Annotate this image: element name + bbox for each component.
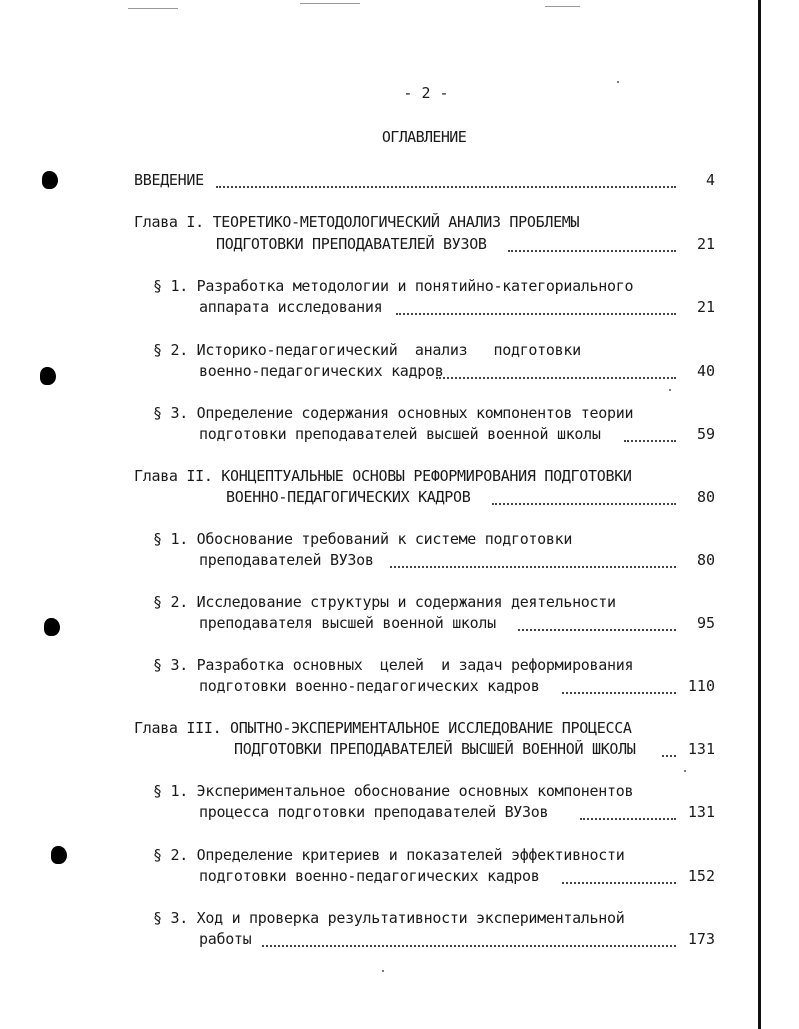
toc-entry-title: ВВЕДЕНИЕ: [134, 171, 204, 189]
toc-entry-title-cont: ПОДГОТОВКИ ПРЕПОДАВАТЕЛЕЙ ВУЗОВ: [216, 235, 487, 253]
toc-entry-title: § 2. Определение критериев и показателей эффективности: [153, 846, 625, 864]
toc-entry-title-cont: преподавателей ВУЗов: [199, 551, 374, 569]
dot-leader: [562, 690, 676, 694]
dot-leader: [436, 375, 676, 379]
dot-leader: [396, 311, 676, 315]
toc-title: ОГЛАВЛЕНИЕ: [381, 128, 467, 146]
toc-entry-page: 131: [687, 740, 715, 758]
scan-speck: [617, 81, 619, 83]
toc-entry-page: 131: [687, 803, 715, 821]
toc-entry-page: 110: [687, 677, 715, 695]
dot-leader: [262, 943, 676, 947]
toc-entry-page: 40: [696, 362, 715, 380]
scan-speck: [382, 970, 384, 972]
toc-entry-title: Глава I. ТЕОРЕТИКО-МЕТОДОЛОГИЧЕСКИЙ АНАЛИЗ ПРОБЛЕМЫ: [134, 213, 580, 231]
toc-entry-title: Глава III. ОПЫТНО-ЭКСПЕРИМЕНТАЛЬНОЕ ИССЛЕДОВАНИЕ ПРОЦЕССА: [134, 719, 632, 737]
binder-hole-mark: [44, 618, 60, 636]
toc-entry-title-cont: подготовки преподавателей высшей военной школы: [199, 425, 601, 443]
toc-entry-page: 80: [696, 488, 715, 506]
toc-entry-title: § 2. Исследование структуры и содержания деятельности: [153, 593, 616, 611]
dot-leader: [518, 627, 676, 631]
toc-entry-title-cont: подготовки военно-педагогических кадров: [199, 867, 540, 885]
toc-entry-page: 80: [696, 551, 715, 569]
scan-speck: [669, 389, 671, 391]
dot-leader: [624, 438, 676, 442]
toc-entry-page: 21: [696, 298, 715, 316]
toc-entry-title-cont: процесса подготовки преподавателей ВУЗов: [199, 803, 549, 821]
dot-leader: [492, 501, 676, 505]
toc-entry-title: Глава II. КОНЦЕПТУАЛЬНЫЕ ОСНОВЫ РЕФОРМИРОВАНИЯ ПОДГОТОВКИ: [134, 467, 632, 485]
dot-leader: [562, 880, 676, 884]
toc-entry-title: § 2. Историко-педагогический анализ подготовки: [153, 341, 581, 359]
toc-entry-page: 173: [687, 930, 715, 948]
toc-entry-page: 4: [705, 171, 715, 189]
scan-speck: [684, 770, 686, 772]
scan-artifact-line: [300, 3, 360, 4]
toc-entry-page: 95: [696, 614, 715, 632]
binder-hole-mark: [40, 367, 56, 385]
toc-entry-title-cont: работы: [199, 930, 252, 948]
dot-leader: [508, 248, 676, 252]
dot-leader: [580, 816, 676, 820]
toc-entry-title: § 3. Определение содержания основных компонентов теории: [153, 404, 634, 422]
toc-entry-title-cont: аппарата исследования: [199, 298, 383, 316]
page-number: - 2 -: [403, 84, 449, 102]
toc-entry-page: 21: [696, 235, 715, 253]
toc-entry-title-cont: преподавателя высшей военной школы: [199, 614, 496, 632]
toc-entry-title-cont: ПОДГОТОВКИ ПРЕПОДАВАТЕЛЕЙ ВЫСШЕЙ ВОЕННОЙ ШКОЛЫ: [234, 740, 636, 758]
scan-artifact-line: [128, 8, 178, 9]
toc-entry-title-cont: военно-педагогических кадров: [199, 362, 444, 380]
toc-entry-title: § 1. Экспериментальное обоснование основных компонентов: [153, 782, 634, 800]
dot-leader: [390, 564, 676, 568]
toc-entry-title: § 3. Ход и проверка результативности экспериментальной: [153, 909, 625, 927]
scan-edge: [758, 0, 761, 1029]
dot-leader: [662, 753, 676, 757]
binder-hole-mark: [51, 846, 67, 864]
binder-hole-mark: [42, 171, 58, 189]
toc-entry-title: § 3. Разработка основных целей и задач реформирования: [153, 656, 634, 674]
toc-entry-page: 152: [687, 867, 715, 885]
scan-artifact-line: [545, 6, 580, 7]
toc-entry-title: § 1. Обоснование требований к системе подготовки: [153, 530, 573, 548]
toc-entry-page: 59: [696, 425, 715, 443]
toc-entry-title-cont: подготовки военно-педагогических кадров: [199, 677, 540, 695]
dot-leader: [216, 184, 676, 188]
toc-entry-title: § 1. Разработка методологии и понятийно-категориального: [153, 277, 634, 295]
toc-entry-title-cont: ВОЕННО-ПЕДАГОГИЧЕСКИХ КАДРОВ: [226, 488, 471, 506]
